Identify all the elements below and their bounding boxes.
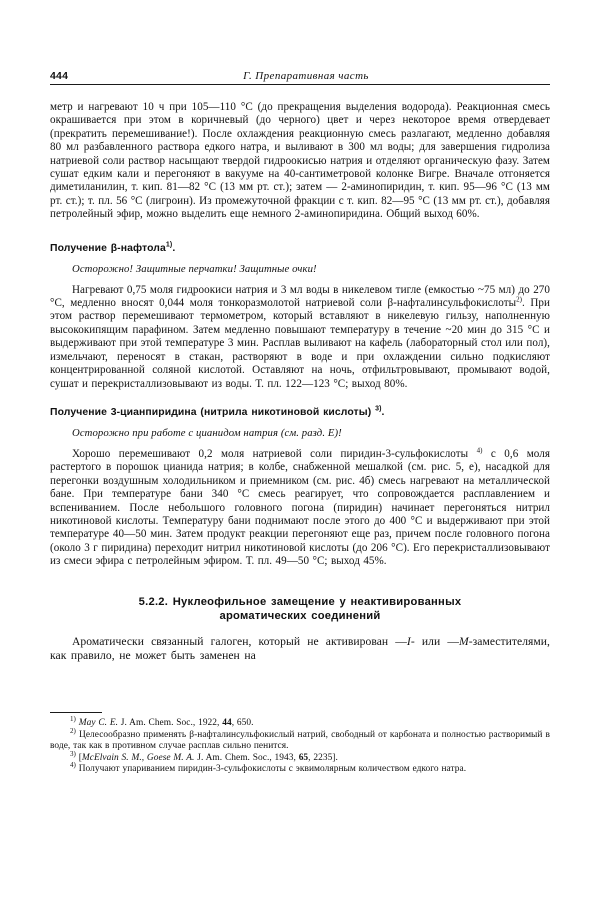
section-heading-5-2-2 bbox=[50, 595, 550, 624]
footnote-2 bbox=[50, 726, 550, 753]
spacer bbox=[50, 419, 550, 427]
recipe-body-2-part2: с 0,6 моля растертого в порошок цианида натрия; в колбе, снабженной мешалкой (см. рис. 5, е), насадкой для перегонки воздушным холодильником и приемником (см. рис. 4б) смесь нагревают на металлической бане. При температуре бани 340 °С смесь реагирует, что сопровождается расплавлением и вспениванием. После небольшого головного погона (пиридин) начинает перегоняться нитрил никотиновой кислоты. Температуру бани поднимают после этого до 400 °С и выдерживают при этой температуре 40—50 мин. Затем продукт реакции перегоняют еще раз, причем после головного погона (около 3 г пиридина) переходит нитрил никотиновой кислоты (до 206 °С). Его перекристаллизовывают из смеси эфира с петролейным эфиром. Т. пл. 49—50 °С; выход 45%. bbox=[50, 447, 550, 568]
recipe-title-period: . bbox=[381, 406, 385, 418]
footnote-4-marker: 4) bbox=[70, 761, 76, 770]
footnote-1-citation: J. Am. Chem. Soc., 1922, bbox=[118, 718, 223, 728]
footnote-3-bracket: [ bbox=[78, 752, 82, 763]
recipe-title-period: . bbox=[172, 242, 176, 254]
spacer bbox=[50, 222, 550, 242]
safety-warning-1: Осторожно! Защитные перчатки! Защитные очки! bbox=[72, 262, 317, 275]
paragraph-continuation: метр и нагревают 10 ч при 105—110 °С (до прекращения выделения водорода). Реакционная смесь окрашивается при этом в коричневый (до черного) цвет и через некоторое время отвердевает (прекратить перемешивание!). После охлаждения реакционную смесь разлагают, медленно добавляя 80 мл разбавленного раствора едкого натра, и выливают в 300 мл воды; для завершения гидролиза натриевой соли раствор насыщают твердой гидроокисью натрия и отделяют органическую фазу. Затем сушат едким кали и перегоняют в вакууме на 40-сантиметровой колонке Вигре. Вначале отгоняется диметиланилин, т. кип. 81—82 °С (13 мм рт. ст.); затем — 2-аминопиридин, т. кип. 95—96 °С (13 мм рт. ст.); т. пл. 56 °С (лигроин). Из промежуточной фракции с т. кип. 82—95 °С (13 мм рт. ст.), добавляя петролейный эфир, можно выделить еще немного 2-аминопиридина. Общий выход 60%. bbox=[50, 101, 550, 221]
footnote-1-pages: , 650. bbox=[231, 718, 254, 728]
footnote-3 bbox=[50, 749, 550, 765]
safety-warning-2: Осторожно при работе с цианидом натрия (см. разд. Е)! bbox=[72, 426, 342, 439]
footnote-4-text: Получают упариванием пиридин-3-сульфокислоты с эквимолярным количеством едкого натра. bbox=[78, 764, 467, 775]
footnote-3-marker: 3) bbox=[70, 749, 76, 758]
footnote-rule bbox=[50, 712, 102, 713]
footnotes-block bbox=[50, 712, 550, 776]
footnote-2-text: Целесообразно применять β-нафталинсульфокислый натрий, свободный от карбоната и полностью растворимый в воде, так как в противном случае расплав сильно пенится. bbox=[50, 729, 550, 752]
recipe-title-beta-naphthol bbox=[50, 242, 550, 255]
section-title-line-1: Нуклеофильное замещение у неактивированных bbox=[172, 595, 462, 608]
page-content bbox=[50, 70, 550, 663]
section-number: 5.2.2. bbox=[138, 595, 169, 608]
footnote-1-volume: 44 bbox=[222, 718, 232, 728]
spacer bbox=[50, 255, 550, 263]
spacer bbox=[50, 569, 550, 595]
spacer bbox=[50, 440, 550, 448]
running-head-title: Г. Препаративная часть bbox=[243, 70, 369, 82]
recipe-title-text: Получение β-нафтола bbox=[50, 242, 166, 254]
spacer bbox=[50, 276, 550, 284]
section-intro-part2: - или — bbox=[410, 634, 459, 648]
footnote-ref-4: 4) bbox=[476, 446, 483, 455]
recipe-title-text: Получение 3-цианпиридина (нитрила никотиновой кислоты) bbox=[50, 406, 372, 418]
footnote-3-pages: , 2235]. bbox=[308, 752, 338, 763]
header-rule bbox=[50, 84, 550, 85]
footnote-3-authors: McElvain S. M., Goese M. A. bbox=[81, 752, 195, 763]
spacer bbox=[50, 624, 550, 635]
spacer bbox=[50, 391, 550, 406]
footnote-1-author: May C. E. bbox=[78, 718, 118, 728]
footnote-ref-2: 2) bbox=[516, 295, 523, 304]
recipe-body-1-part1: Нагревают 0,75 моля гидроокиси натрия и 3 мл воды в никелевом тигле (емкостью ~75 мл) до 270 °С, медленно вносят 0,044 моля тонкоразмолотой натриевой соли β-нафталинсульфокислоты bbox=[50, 283, 550, 310]
recipe-body-2-part1: Хорошо перемешивают 0,2 моля натриевой соли пиридин-3-сульфокислоты bbox=[72, 447, 469, 460]
section-intro-paragraph bbox=[50, 635, 550, 664]
section-intro-part3: -заместителями, как правило, не может быть заменен на bbox=[50, 634, 550, 662]
footnote-4 bbox=[50, 761, 550, 776]
running-head bbox=[50, 70, 550, 84]
recipe-body-2 bbox=[50, 448, 550, 569]
section-intro-part1: Ароматически связанный галоген, который не активирован — bbox=[72, 634, 407, 648]
page-number: 444 bbox=[50, 70, 69, 82]
section-title-line-2: ароматических соединений bbox=[219, 610, 381, 623]
recipe-title-cyanopyridine bbox=[50, 406, 550, 419]
footnote-1-marker: 1) bbox=[70, 714, 76, 723]
substituent-symbol-i: I bbox=[406, 634, 411, 648]
footnote-3-volume: 65 bbox=[298, 752, 309, 763]
footnote-2-marker: 2) bbox=[70, 726, 76, 735]
recipe-body-1-part2: . При этом раствор перемешивают термометром, который вставляют в никелевую гильзу, наполненную высококипящим парафином. Затем медленно повышают температуру в течение ~20 мин до 315 °С и выдерживают при этой температуре 3 мин. Расплав выливают на кафель (лабораторный стол или пол), измельчают, переносят в стакан, растворяют в воде и при охлаждении сильно подкисляют концентрированной соляной кислотой. Оставляют на ночь, отфильтровывают, промывают водой, сушат и перекристаллизовывают из воды. Т. пл. 122—123 °С; выход 80%. bbox=[50, 297, 550, 390]
substituent-symbol-m: М bbox=[458, 634, 469, 648]
footnote-ref-1: 1) bbox=[165, 241, 173, 249]
footnote-ref-3: 3) bbox=[375, 405, 382, 413]
recipe-body-1 bbox=[50, 284, 550, 391]
footnote-3-citation: J. Am. Chem. Soc., 1943, bbox=[194, 752, 299, 763]
footnote-1 bbox=[50, 714, 550, 730]
